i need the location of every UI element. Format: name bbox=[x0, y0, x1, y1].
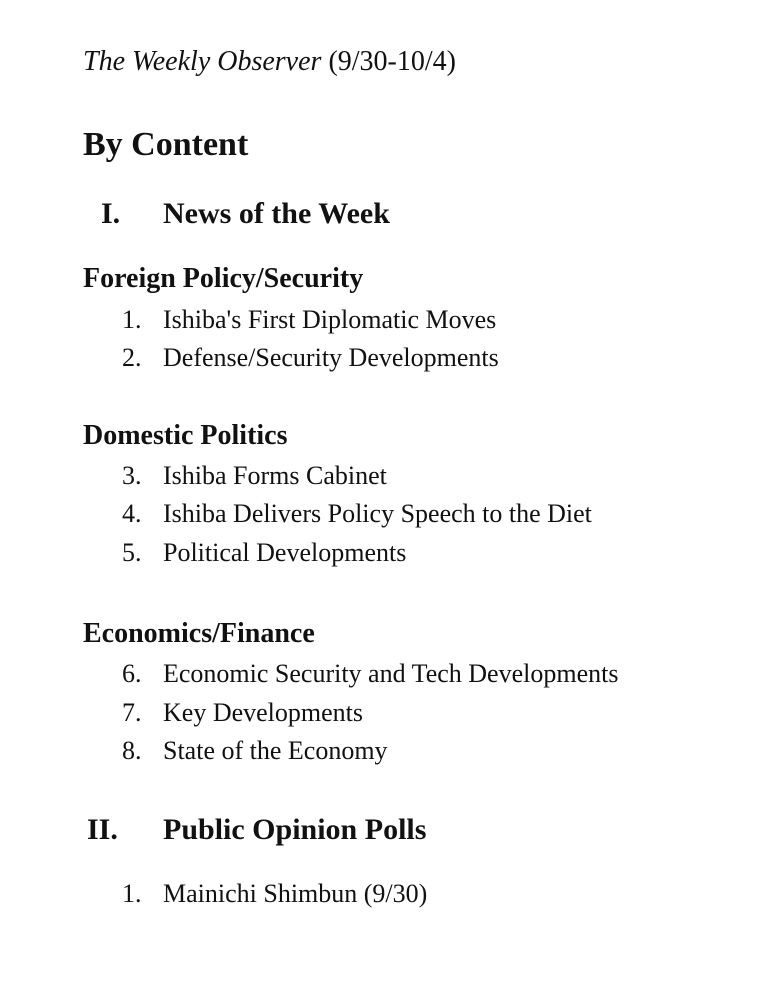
list-item-number: 1. bbox=[122, 879, 142, 908]
category-title: Economics/Finance bbox=[83, 618, 315, 649]
contents-heading: By Content bbox=[83, 126, 249, 163]
part-numeral: II. bbox=[87, 813, 118, 846]
list-item: Ishiba Forms Cabinet bbox=[163, 461, 387, 490]
list-item: Political Developments bbox=[163, 538, 407, 567]
list-item: Economic Security and Tech Developments bbox=[163, 659, 619, 688]
list-item-number: 1. bbox=[122, 305, 142, 334]
list-item: Defense/Security Developments bbox=[163, 343, 499, 372]
list-item-number: 8. bbox=[122, 736, 142, 765]
list-item-number: 7. bbox=[122, 698, 142, 727]
list-item-number: 5. bbox=[122, 538, 142, 567]
category-title: Foreign Policy/Security bbox=[83, 263, 364, 294]
part-numeral: I. bbox=[101, 197, 121, 230]
list-item: Key Developments bbox=[163, 698, 364, 727]
publication-dates: (9/30-10/4) bbox=[328, 46, 456, 77]
category-title: Domestic Politics bbox=[83, 420, 288, 451]
list-item-number: 3. bbox=[122, 461, 142, 490]
publication-title: The Weekly Observer bbox=[83, 46, 322, 77]
list-item: Ishiba Delivers Policy Speech to the Diet bbox=[163, 499, 592, 528]
publication-line bbox=[83, 44, 456, 80]
list-item-number: 2. bbox=[122, 343, 142, 372]
list-item-number: 6. bbox=[122, 659, 142, 688]
list-item: Mainichi Shimbun (9/30) bbox=[163, 879, 428, 908]
list-item: Ishiba's First Diplomatic Moves bbox=[163, 305, 497, 334]
list-item: State of the Economy bbox=[163, 736, 388, 765]
part-title: Public Opinion Polls bbox=[163, 813, 427, 846]
list-item-number: 4. bbox=[122, 499, 142, 528]
part-title: News of the Week bbox=[163, 197, 390, 230]
